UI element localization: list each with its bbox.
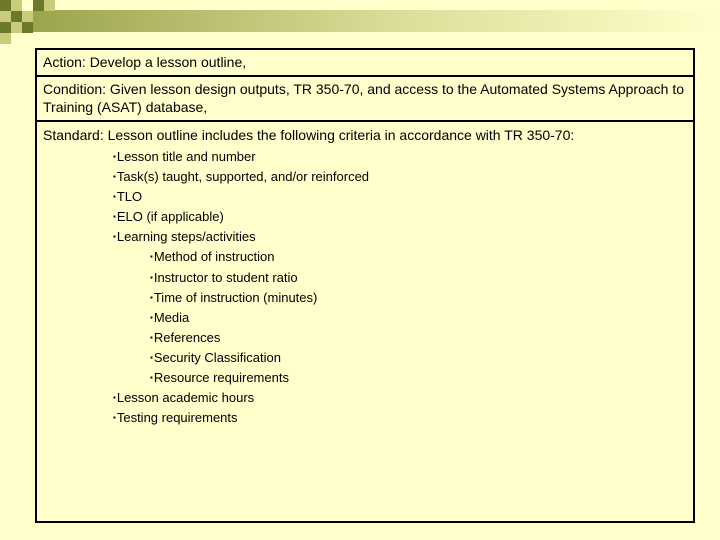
criteria-item: ▪ Testing requirements	[43, 408, 687, 428]
deco-square	[22, 0, 33, 11]
deco-square	[11, 11, 22, 22]
criteria-subitem: ▪ Resource requirements	[43, 368, 687, 388]
criteria-subitem: ▪ References	[43, 328, 687, 348]
action-row	[37, 50, 693, 77]
criteria-subitem: ▪ Security Classification	[43, 348, 687, 368]
criteria-list	[43, 147, 687, 428]
standard-row	[37, 122, 693, 432]
deco-square	[22, 22, 33, 33]
header-gradient-bar	[22, 10, 720, 32]
criteria-subitem: ▪ Media	[43, 308, 687, 328]
decorative-header-band	[0, 0, 720, 50]
deco-square	[0, 33, 11, 44]
deco-square	[11, 33, 22, 44]
deco-square	[0, 11, 11, 22]
standard-text: Standard: Lesson outline includes the following criteria in accordance with TR 350-70:	[43, 127, 575, 143]
criteria-item: ▪ Task(s) taught, supported, and/or reinforced	[43, 167, 687, 187]
deco-square	[0, 0, 11, 11]
criteria-subitem: ▪ Method of instruction	[43, 247, 687, 267]
criteria-item: ▪ Lesson academic hours	[43, 388, 687, 408]
deco-square	[33, 0, 44, 11]
criteria-item: ▪ Learning steps/activities	[43, 227, 687, 247]
deco-square	[11, 0, 22, 11]
condition-text: Condition: Given lesson design outputs, TR 350-70, and access to the Automated Systems Approach to Training (ASAT) database,	[43, 81, 685, 115]
criteria-subitem: ▪ Time of instruction (minutes)	[43, 288, 687, 308]
criteria-item: ▪ ELO (if applicable)	[43, 207, 687, 227]
deco-square	[44, 0, 55, 11]
deco-square	[11, 22, 22, 33]
content-table	[35, 48, 695, 523]
deco-square	[0, 22, 11, 33]
criteria-item: ▪ TLO	[43, 187, 687, 207]
condition-row	[37, 77, 693, 122]
action-text: Action: Develop a lesson outline,	[43, 54, 247, 70]
criteria-item: ▪ Lesson title and number	[43, 147, 687, 167]
criteria-subitem: ▪ Instructor to student ratio	[43, 268, 687, 288]
deco-square	[22, 11, 33, 22]
